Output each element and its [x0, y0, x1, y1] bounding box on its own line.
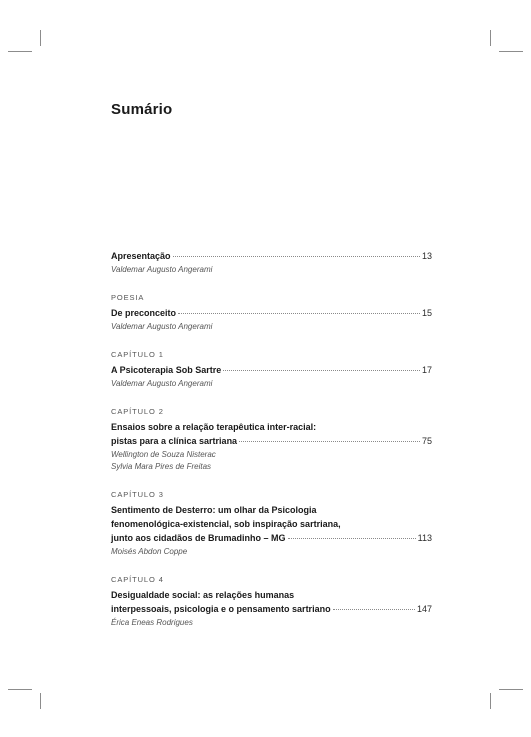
crop-mark [499, 689, 523, 690]
toc-entry-title: A Psicoterapia Sob Sartre [111, 365, 222, 375]
toc-entry-title: Apresentação [111, 251, 171, 261]
dot-leader [333, 609, 415, 610]
toc-section-label: POESIA [111, 293, 145, 302]
crop-mark [40, 30, 41, 46]
toc-section-label: CAPÍTULO 1 [111, 350, 164, 359]
toc-entry-title-line [111, 363, 432, 377]
toc-page-number: 75 [421, 436, 432, 446]
page-title: Sumário [111, 101, 173, 118]
dot-leader [173, 256, 420, 257]
toc-entry-title: pistas para a clínica sartriana [111, 436, 238, 446]
toc-page-number: 147 [416, 604, 432, 614]
toc-section-label: CAPÍTULO 2 [111, 407, 164, 416]
toc-entry-author: Wellington de Souza Nisterac [111, 450, 216, 459]
toc-entry-capitulo-4[interactable] [111, 574, 432, 629]
toc-entry-title: Sentimento de Desterro: um olhar da Psicologia [111, 505, 317, 515]
toc-page-number: 15 [421, 308, 432, 318]
toc-entry-author: Valdemar Augusto Angerami [111, 322, 213, 331]
toc-entry-title: De preconceito [111, 308, 177, 318]
toc-entry-capitulo-2[interactable] [111, 406, 432, 473]
dot-leader [239, 441, 420, 442]
toc-entry-author: Érica Eneas Rodrigues [111, 618, 193, 627]
toc-entry-author: Valdemar Augusto Angerami [111, 265, 213, 274]
toc-entry-title-line [111, 249, 432, 263]
toc-page-number: 113 [417, 533, 432, 543]
toc-entry-title-line [111, 602, 432, 616]
toc-section-label: CAPÍTULO 3 [111, 490, 164, 499]
crop-mark [490, 30, 491, 46]
toc-section-label: CAPÍTULO 4 [111, 575, 164, 584]
toc-entry-author: Valdemar Augusto Angerami [111, 379, 213, 388]
toc-page-number: 13 [421, 251, 432, 261]
toc-entry-author: Moisés Abdon Coppe [111, 547, 188, 556]
dot-leader [178, 313, 420, 314]
toc-entry-title: Ensaios sobre a relação terapêutica inter-racial: [111, 422, 317, 432]
toc-entry-title-line [111, 306, 432, 320]
dot-leader [223, 370, 420, 371]
toc-entry-capitulo-3[interactable] [111, 489, 432, 558]
crop-mark [490, 693, 491, 709]
table-of-contents [111, 249, 432, 645]
toc-page-number: 17 [421, 365, 432, 375]
toc-entry-poesia[interactable] [111, 292, 432, 333]
toc-entry-title: Desigualdade social: as relações humanas [111, 590, 295, 600]
toc-entry-author: Sylvia Mara Pires de Freitas [111, 462, 212, 471]
dot-leader [288, 538, 416, 539]
toc-entry-title-line [111, 531, 432, 545]
toc-entry-apresentacao[interactable] [111, 249, 432, 276]
crop-mark [40, 693, 41, 709]
crop-mark [8, 51, 32, 52]
toc-entry-capitulo-1[interactable] [111, 349, 432, 390]
toc-entry-title: interpessoais, psicologia e o pensamento sartriano [111, 604, 331, 614]
toc-entry-title-line [111, 434, 432, 448]
toc-entry-title: junto aos cidadãos de Brumadinho – MG [111, 533, 286, 543]
crop-mark [499, 51, 523, 52]
crop-mark [8, 689, 32, 690]
toc-entry-title: fenomenológica-existencial, sob inspiração sartriana, [111, 519, 341, 529]
